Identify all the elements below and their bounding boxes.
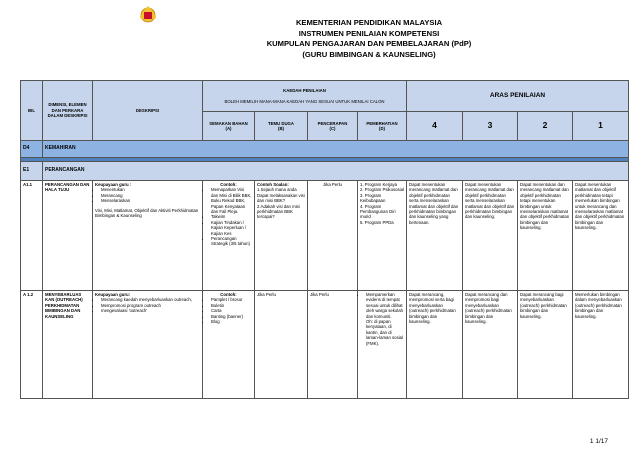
list-item: • Perancangan Strategik (3/5 tahun)	[211, 236, 252, 247]
row2-name: MENYEBARLUAS KAN (OUTREACH) PERKHIDMATAN BIMBINGAN DAN KAUNSELING	[43, 291, 93, 399]
level-3: 3	[463, 112, 518, 141]
row1-level2: Dapat menentukan dan merancang matlamat dan objektif perkhidmatan tetapi menentukan bimbingan untuk menselaraskan matlamat dan objektif perkhidmatan bimbingan dan kaunseling.	[518, 181, 573, 291]
list-item: • mengevaluasi 'outreach'	[101, 308, 200, 313]
kaedah-b: TEMU DUGA (B)	[255, 112, 308, 141]
kaedah-a: SEMAKAN BAHAN (A)	[203, 112, 255, 141]
list-item: • Kajian Tindakan / Kajian Keperluan / Kajian Kes	[211, 220, 252, 236]
level-2: 2	[518, 112, 573, 141]
row1-desc-title: Keupayaan guru :	[95, 182, 132, 187]
row1-b-text: 1.Sejauh mana anda Dapat melaksanakan visi dan misi BBK? 2.Adakah visi dan misi perkhidmatan BBK tercapai?	[257, 187, 305, 220]
col-dimensi: DIMENSI, ELEMEN DAN PERKARA DALAM DESKRIPSI	[43, 81, 93, 141]
row2-level2: Dapat merancang bagi menyebarluaskan (outreach) perkhidmatan bimbingan dan kaunseling.	[518, 291, 573, 399]
row1-desc-para: Visi, Misi, Matlamat, Objektif dan Aktiviti Perkhidmatan Bimbingan & Kaunseling	[95, 207, 199, 219]
row1-level1: Dapat menentukan matlamat dan objektif perkhidmatan tetapi memerlukan bimbingan untuk merancang dan menselaraskan matlamat dan objektif perkhidmatan bimbingan dan kaunseling.	[573, 181, 629, 291]
row1-c: Jika Perlu	[308, 181, 358, 291]
row2-desc	[93, 291, 203, 399]
list-item: • Mempamerkan evidens di tempat sesuai untuk dilihat oleh warga sekolah dan komuniti.	[366, 292, 404, 319]
col-deskripsi: DESKRIPSI	[93, 81, 203, 141]
row2-a-title: Contoh:	[220, 292, 237, 297]
list-item: • Merancang	[101, 193, 200, 198]
level-1: 1	[573, 112, 629, 141]
aras-title: ARAS PENILAIAN	[407, 81, 629, 112]
list-item: • Blog	[211, 319, 252, 324]
level-4: 4	[407, 112, 463, 141]
element-code: E1	[21, 162, 43, 181]
row1-d: 1. Program Kerjaya 2. Program Psikososial 3. Program Keibubapaan 4. Program Pembangunan Diri murid 5. Program PPDa	[358, 181, 407, 291]
dimension-name: KEMAHIRAN	[43, 141, 629, 158]
row1-bil: A1.1	[21, 181, 43, 291]
list-item: • Takwim	[211, 214, 252, 219]
row1-a	[203, 181, 255, 291]
table-row	[21, 181, 629, 291]
element-name: PERANCANGAN	[43, 162, 629, 181]
row2-bil: A 1.2	[21, 291, 43, 399]
row2-b: Jika Perlu	[255, 291, 308, 399]
row2-level1: Memerlukan bimbingan dalam menyebarluaskan (outreach) perkhidmatan bimbingan dan kaunseling.	[573, 291, 629, 399]
dimension-code: D4	[21, 141, 43, 158]
kaedah-note: BOLEH MEMILIH MANA-MANA KAEDAH YANG SESUAI UNTUK MENILAI CALON	[224, 99, 385, 104]
row1-level4: Dapat menentukan merancang matlamat dan objektif perkhidmatan serta menselaraskan matlamat dan objektif dan perkhidmatan bimbingan dan kaunseling yang bertenaan.	[407, 181, 463, 291]
table-row	[21, 291, 629, 399]
row2-level3: Dapat merancang dan mempromosi bagi menyebarluaskan (outreach) perkhidmatan bimbingan dan kaunseling.	[463, 291, 518, 399]
col-bil: BIL	[21, 81, 43, 141]
kaedah-title: KAEDAH PENILAIAN	[283, 87, 326, 93]
row2-level4: Dapat merancang, mempromosi serta bagi menyebarluaskan (outreach) perkhidmatan bimbingan dan kaunseling.	[407, 291, 463, 399]
list-item: • Carta	[211, 308, 252, 313]
header-instrument: INSTRUMEN PENILAIAN KOMPETENSI	[298, 28, 440, 38]
kaedah-d: PEMERHATIAN (D)	[358, 112, 407, 141]
list-item: • Buletin	[211, 303, 252, 308]
page-number: 1 1/17	[589, 438, 608, 445]
row1-a-title: Contoh:	[220, 182, 237, 187]
row1-b	[255, 181, 308, 291]
document-header	[0, 18, 638, 60]
kaedah-header	[203, 81, 407, 112]
assessment-table	[20, 80, 629, 399]
header-group: KUMPULAN PENGAJARAN DAN PEMBELAJARAN (PdP)	[266, 39, 472, 48]
row1-name: PERANCANGAN DAN HALA TUJU	[43, 181, 93, 291]
row2-a	[203, 291, 255, 399]
list-item: • Mempromosi program outreach	[101, 303, 200, 308]
row2-d	[358, 291, 407, 399]
list-item: • Pamplet / brosur	[211, 297, 252, 302]
list-item: • Menentukan	[101, 187, 200, 192]
kaedah-c: PENCERAPAN (C)	[308, 112, 358, 141]
row2-desc-title: Keupayaan guru:	[95, 292, 131, 297]
list-item: • Merancang kaedah menyebarluaskan outreach,	[101, 297, 200, 302]
row1-b-title: Contoh Soalan:	[257, 182, 289, 187]
header-subtitle: (GURU BIMBINGAN & KAUNSELING)	[302, 49, 436, 59]
header-ministry: KEMENTERIAN PENDIDIKAN MALAYSIA	[295, 18, 443, 27]
row1-level3: Dapat menentukan merancang matlamat dan objektif perkhidmatan serta menselaraskan matlamat dan objektif dan perkhidmatan bimbingan dan kaunseling.	[463, 181, 518, 291]
list-item: • Memaparkan Visi dan Misi di Bilik BBK, Buku Rekod BBK, Papan Kenyataan dan Fail Pleja.	[211, 187, 252, 214]
list-item: • Banting (banner)	[211, 314, 252, 319]
row2-c: Jika Perlu	[308, 291, 358, 399]
row1-desc	[93, 181, 203, 291]
list-item: Oh: di papan kenyataan, di kantin, dan di laman-laman sosial (FMK).	[366, 319, 404, 346]
list-item: • Menselaraskan	[101, 198, 200, 203]
